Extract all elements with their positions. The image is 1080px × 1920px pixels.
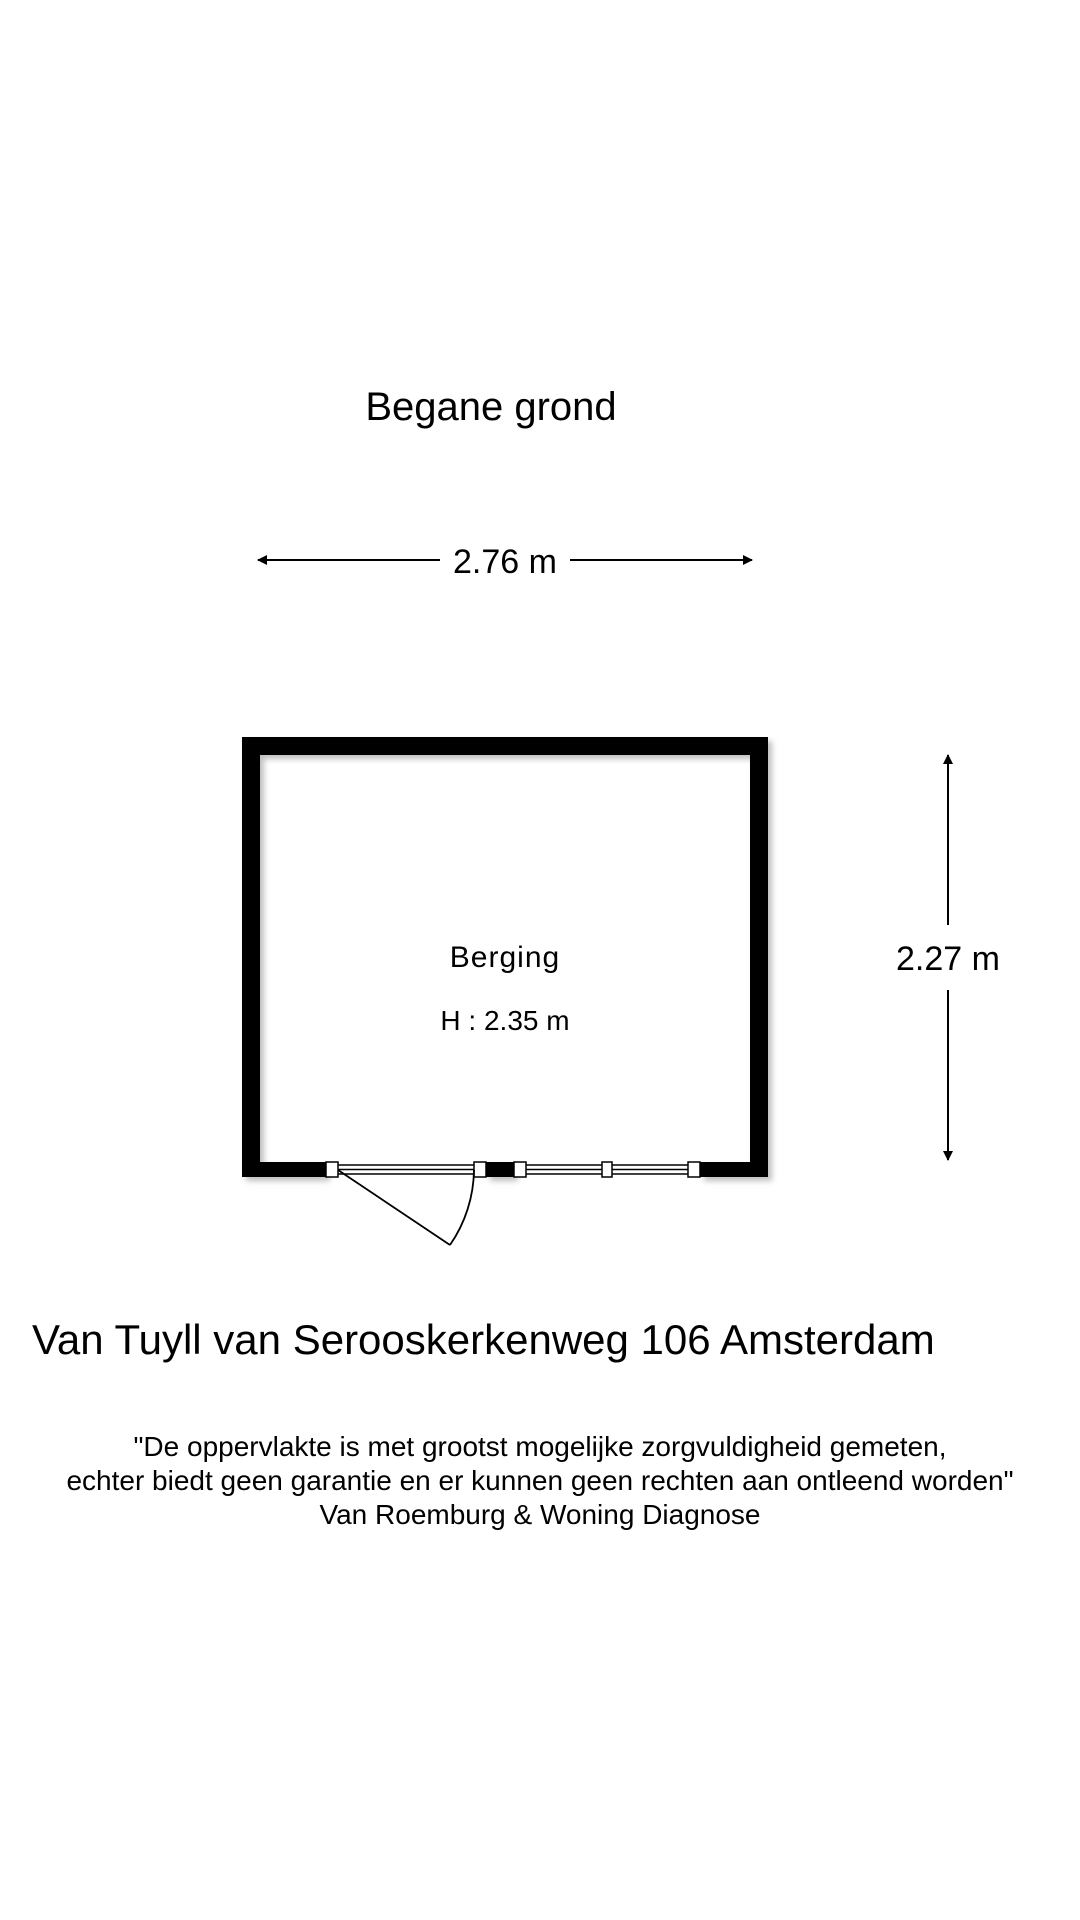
door-frame-right <box>474 1162 486 1177</box>
window <box>514 1162 700 1177</box>
wall-top <box>242 737 768 755</box>
address: Van Tuyll van Serooskerkenweg 106 Amsterdam <box>32 1316 935 1363</box>
room-name: Berging <box>449 941 561 974</box>
width-dimension <box>258 543 752 581</box>
disclaimer <box>0 1430 1080 1532</box>
disclaimer-line-3: Van Roemburg & Woning Diagnose <box>319 1499 761 1530</box>
width-dimension-label: 2.76 m <box>453 543 557 581</box>
door-frame-left <box>326 1162 338 1177</box>
door-swing-arc <box>450 1170 474 1245</box>
door <box>326 1162 486 1245</box>
disclaimer-line-2: echter biedt geen garantie en er kunnen geen rechten aan ontleend worden" <box>66 1465 1014 1496</box>
depth-dimension-label: 2.27 m <box>896 940 1000 978</box>
depth-dimension <box>896 755 1000 1160</box>
window-mullion <box>602 1162 612 1177</box>
wall-bottom-left <box>242 1162 326 1177</box>
window-frame-right <box>688 1162 700 1177</box>
wall-bottom-right <box>700 1162 768 1177</box>
room-height: H : 2.35 m <box>440 1005 570 1036</box>
wall-right <box>750 737 768 1177</box>
window-frame-left <box>514 1162 526 1177</box>
door-leaf <box>338 1170 450 1245</box>
wall-left <box>242 737 260 1177</box>
disclaimer-line-1: "De oppervlakte is met grootst mogelijke zorgvuldigheid gemeten, <box>133 1431 947 1462</box>
wall-bottom-middle <box>486 1162 514 1177</box>
floor-title: Begane grond <box>365 385 617 429</box>
